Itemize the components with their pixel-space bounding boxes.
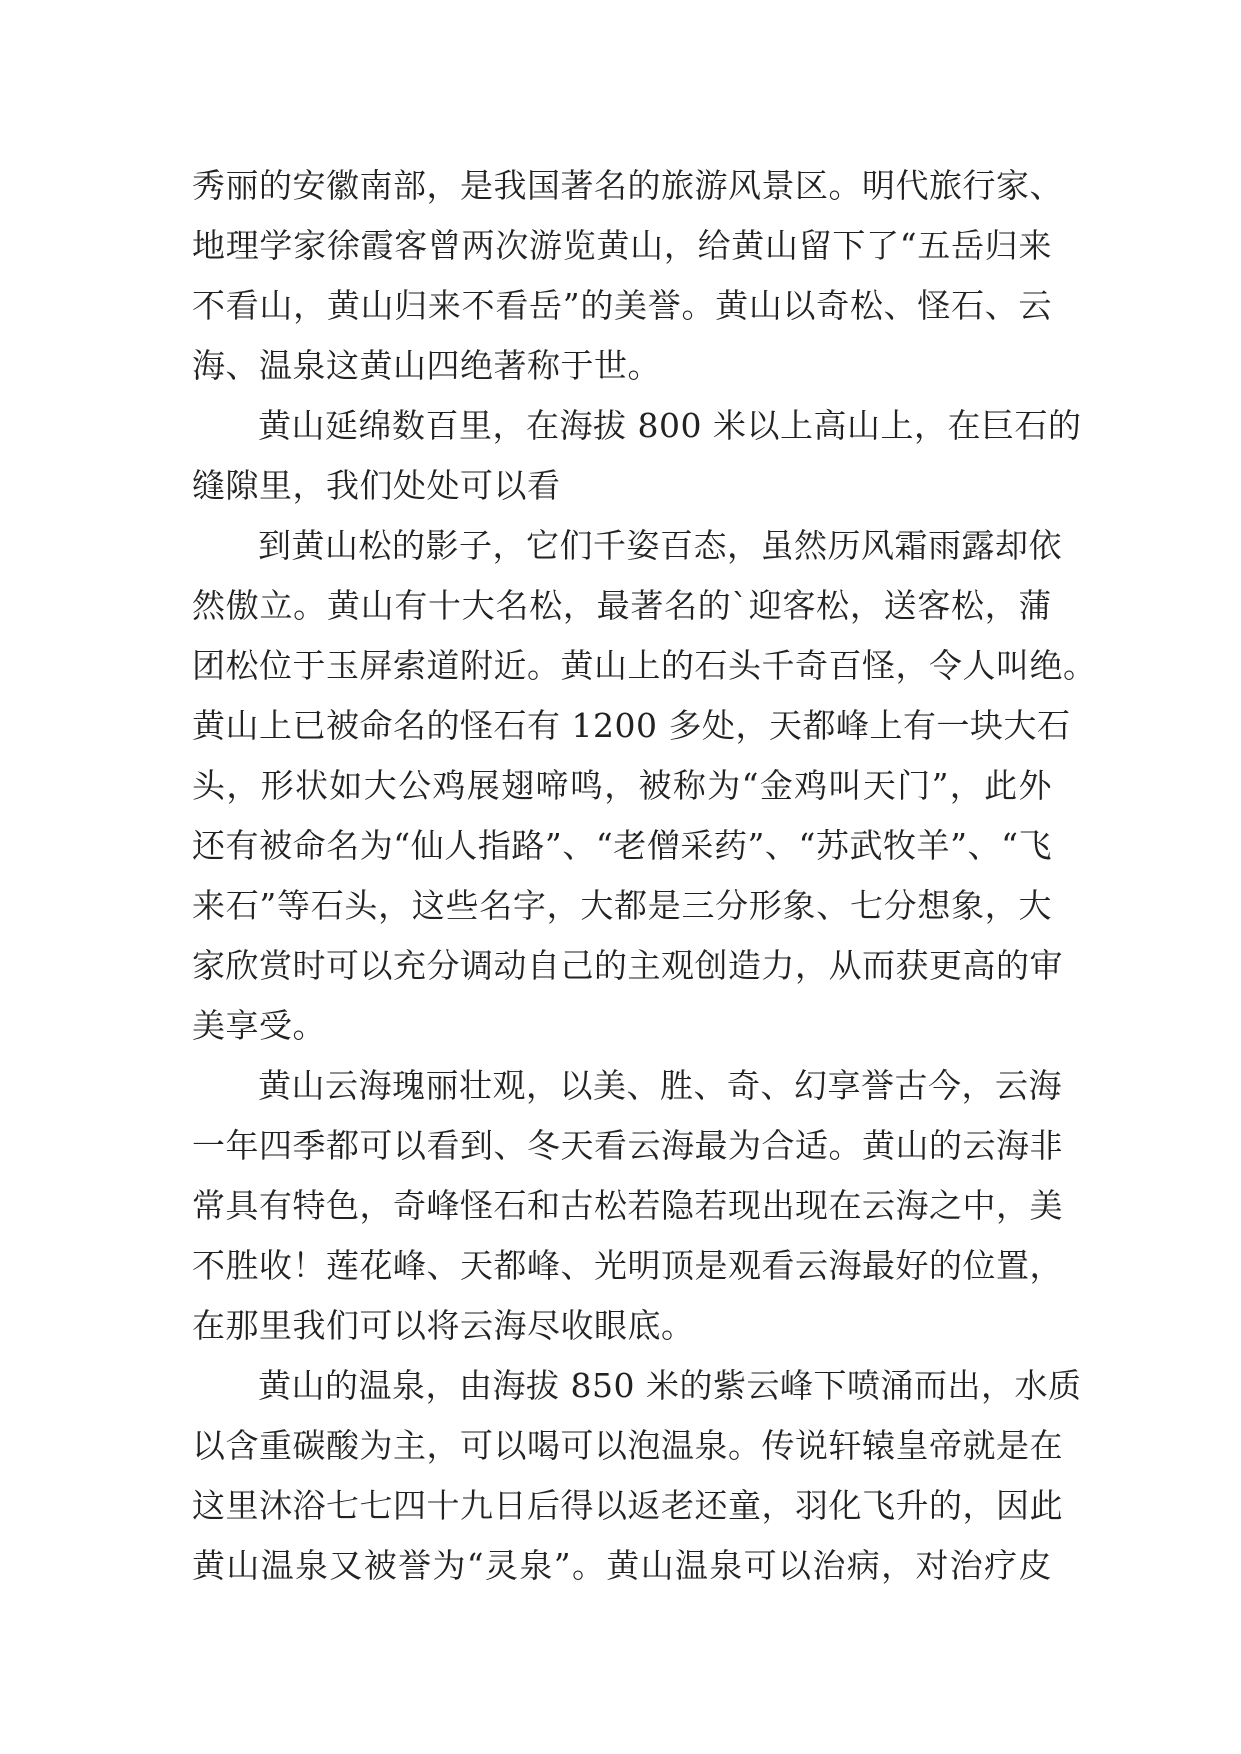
text-line: 头，形状如大公鸡展翅啼鸣，被称为“金鸡叫天门”，此外	[192, 766, 1052, 805]
text-line: 地理学家徐霞客曾两次游览黄山，给黄山留下了“五岳归来	[192, 226, 1052, 265]
text-line: 还有被命名为“仙人指路”、“老僧采药”、“苏武牧羊”、“飞	[192, 826, 1052, 865]
text-line: 到黄山松的影子，它们千姿百态，虽然历风霜雨露却依	[258, 526, 1062, 565]
text-line: 这里沐浴七七四十九日后得以返老还童，羽化飞升的，因此	[192, 1486, 1063, 1525]
text-line: 以含重碳酸为主，可以喝可以泡温泉。传说轩辕皇帝就是在	[192, 1426, 1063, 1465]
text-line: 黄山云海瑰丽壮观，以美、胜、奇、幻享誉古今，云海	[258, 1066, 1062, 1105]
text-line: 家欣赏时可以充分调动自己的主观创造力，从而获更高的审	[192, 946, 1063, 985]
text-line: 一年四季都可以看到、冬天看云海最为合适。黄山的云海非	[192, 1126, 1063, 1165]
text-line: 不看山，黄山归来不看岳”的美誉。黄山以奇松、怪石、云	[192, 286, 1052, 325]
text-line: 然傲立。黄山有十大名松，最著名的`迎客松，送客松，蒲	[192, 586, 1052, 625]
text-line: 来石”等石头，这些名字，大都是三分形象、七分想象，大	[192, 886, 1052, 925]
document-body	[192, 156, 1097, 1596]
text-line: 美享受。	[192, 1006, 326, 1045]
text-line: 缝隙里，我们处处可以看	[192, 466, 561, 505]
text-line: 团松位于玉屏索道附近。黄山上的石头千奇百怪，令人叫绝。	[192, 646, 1097, 685]
text-line: 黄山的温泉，由海拔 850 米的紫云峰下喷涌而出，水质	[258, 1366, 1082, 1405]
text-line: 在那里我们可以将云海尽收眼底。	[192, 1306, 695, 1345]
text-line: 常具有特色，奇峰怪石和古松若隐若现出现在云海之中，美	[192, 1186, 1063, 1225]
text-line: 黄山上已被命名的怪石有 1200 多处，天都峰上有一块大石	[192, 706, 1071, 745]
text-line: 不胜收！莲花峰、天都峰、光明顶是观看云海最好的位置，	[192, 1246, 1063, 1285]
text-line: 黄山温泉又被誉为“灵泉”。黄山温泉可以治病，对治疗皮	[192, 1546, 1052, 1585]
text-line: 海、温泉这黄山四绝著称于世。	[192, 346, 661, 385]
text-line: 黄山延绵数百里，在海拔 800 米以上高山上，在巨石的	[258, 406, 1082, 445]
text-line: 秀丽的安徽南部，是我国著名的旅游风景区。明代旅行家、	[192, 166, 1063, 205]
